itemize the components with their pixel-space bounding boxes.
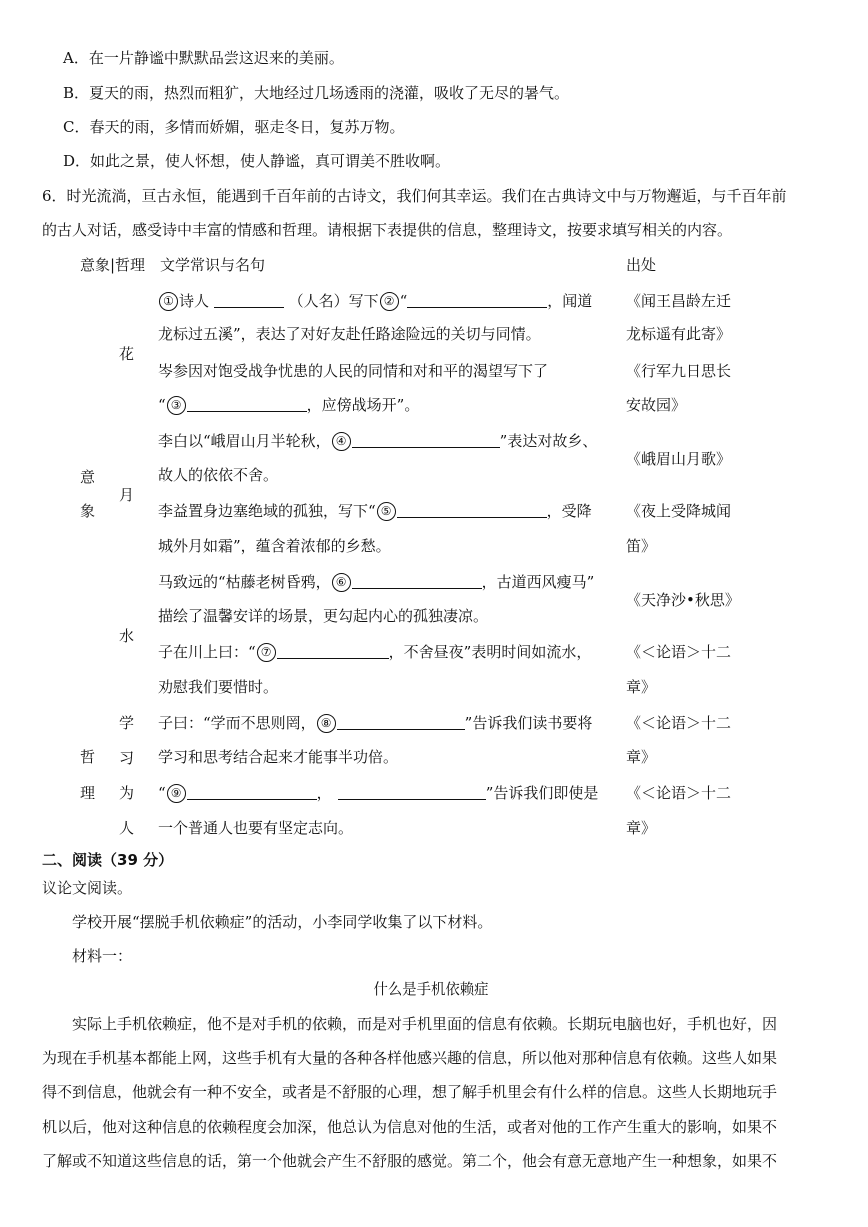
source-4a: 《夜上受降城闻 [626,502,732,520]
blank-number-2: ② [380,292,399,311]
article-line-5: 了解或不知道这些信息的话，第一个他就会产生不舒服的感觉。第二个，他会有意无意地产生一种想象，如果不 [42,1152,778,1170]
blank-number-7: ⑦ [257,643,276,662]
article-line-2: 为现在手机基本都能上网，这些手机有大量的各种各样他感兴趣的信息，所以他对那种信息有依赖。这些人如果 [42,1049,778,1067]
answer-blank-4[interactable] [352,432,500,448]
row6-line2: 劝慰我们要惜时。 [158,678,279,696]
option-b: B．夏天的雨，热烈而粗犷，大地经过几场透雨的浇灌，吸收了无尽的暑气。 [63,84,570,102]
blank-number-5: ⑤ [377,502,396,521]
row7-line1: 子曰：“学而不思则罔， ⑧ ”告诉我们读书要将 [158,714,593,732]
row5-line1: 马致远的“枯藤老树昏鸦， ⑥ ，古道西风瘦马” [158,573,595,591]
blank-number-1: ① [159,292,178,311]
sub-label-moon: 月 [119,486,135,504]
row7-line2: 学习和思考结合起来才能事半功倍。 [158,748,399,766]
source-4b: 笛》 [626,537,657,555]
row2-line1: 岑参因对饱受战争忧患的人民的同情和对和平的渴望写下了 [158,362,549,380]
row8-line1: “ ⑨ ， ”告诉我们即使是 [158,784,599,802]
reading-intro: 学校开展“摆脱手机依赖症”的活动，小李同学收集了以下材料。 [72,913,493,931]
blank-number-4: ④ [332,432,351,451]
sub-label-xi: 习 [119,749,135,767]
group-label-zhe: 哲 [80,748,96,766]
blank-number-9: ⑨ [167,784,186,803]
row6-line1: 子在川上曰：“ ⑦ ，不舍昼夜”表明时间如流水， [158,643,592,661]
source-7b: 章》 [626,748,657,766]
answer-blank-2[interactable] [407,292,547,308]
sub-label-ren: 人 [119,819,135,837]
source-2a: 《行军九日思长 [626,362,732,380]
table-header-category: 意象|哲理 [80,256,146,274]
source-2b: 安故园》 [626,396,687,414]
reading-type: 议论文阅读。 [42,879,133,897]
source-7a: 《＜论语＞十二 [626,714,732,732]
sub-label-flower: 花 [119,345,135,363]
source-8b: 章》 [626,819,657,837]
row4-line2: 城外月如霜”，蕴含着浓郁的乡愁。 [158,537,391,555]
row3-line1: 李白以“峨眉山月半轮秋， ④ ”表达对故乡、 [158,432,598,450]
option-d: D．如此之景，使人怀想，使人静谧，真可谓美不胜收啊。 [63,152,451,170]
table-header-content: 文学常识与名句 [160,256,266,274]
table-header-source: 出处 [626,256,657,274]
answer-blank-6[interactable] [352,573,482,589]
answer-blank-9a[interactable] [187,784,317,800]
answer-blank-8[interactable] [337,714,465,730]
answer-blank-1[interactable] [214,292,284,308]
section-heading: 二、阅读（39 分） [42,851,174,869]
answer-blank-7[interactable] [277,643,389,659]
answer-blank-9b[interactable] [338,784,486,800]
group-label-yi: 意 [80,468,96,486]
source-6b: 章》 [626,678,657,696]
answer-blank-5[interactable] [397,502,547,518]
option-c: C．春天的雨，多情而娇媚，驱走冬日，复苏万物。 [63,118,405,136]
row3-line2: 故人的依依不舍。 [158,466,279,484]
article-line-3: 得不到信息，他就会有一种不安全，或者是不舒服的心理，想了解手机里会有什么样的信息。这些人长期地玩手 [42,1083,778,1101]
row5-line2: 描绘了温馨安详的场景，更勾起内心的孤独凄凉。 [158,607,489,625]
material-label: 材料一： [72,947,133,965]
source-6a: 《＜论语＞十二 [626,643,732,661]
sub-label-wei: 为 [119,784,135,802]
source-1b: 龙标遥有此寄》 [626,325,732,343]
question-6-line2: 的古人对话，感受诗中丰富的情感和哲理。请根据下表提供的信息，整理诗文，按要求填写相关的内容。 [42,221,733,239]
source-5: 《天净沙•秋思》 [626,591,740,609]
row2-line2: “ ③ ，应傍战场开”。 [158,396,420,414]
option-a: A．在一片静谧中默默品尝这迟来的美丽。 [63,49,344,67]
source-3: 《峨眉山月歌》 [626,450,732,468]
answer-blank-3[interactable] [187,396,307,412]
question-6-line1: 6．时光流淌，亘古永恒，能遇到千百年前的古诗文，我们何其幸运。我们在古典诗文中与万物邂逅，与千百年前 [42,187,787,205]
article-line-4: 机以后，他对这种信息的依赖程度会加深，他总认为信息对他的生活，或者对他的工作产生重大的影响，如果不 [42,1118,778,1136]
blank-number-3: ③ [167,396,186,415]
article-line-1: 实际上手机依赖症，他不是对手机的依赖，而是对手机里面的信息有依赖。长期玩电脑也好，手机也好，因 [72,1015,778,1033]
source-1a: 《闻王昌龄左迁 [626,292,732,310]
blank-number-8: ⑧ [317,714,336,733]
row8-line2: 一个普通人也要有坚定志向。 [158,819,354,837]
sub-label-xue: 学 [119,714,135,732]
sub-label-water: 水 [119,627,135,645]
row4-line1: 李益置身边塞绝域的孤独，写下“ ⑤ ，受降 [158,502,592,520]
group-label-xiang: 象 [80,502,96,520]
row1-line1: ① 诗人 （人名）写下 ② “ ，闻道 [158,290,592,312]
article-title: 什么是手机依赖症 [373,980,489,998]
blank-number-6: ⑥ [332,573,351,592]
row1-line2: 龙标过五溪”，表达了对好友赴任路途险远的关切与同情。 [158,325,541,343]
group-label-li: 理 [80,784,96,802]
source-8a: 《＜论语＞十二 [626,784,732,802]
